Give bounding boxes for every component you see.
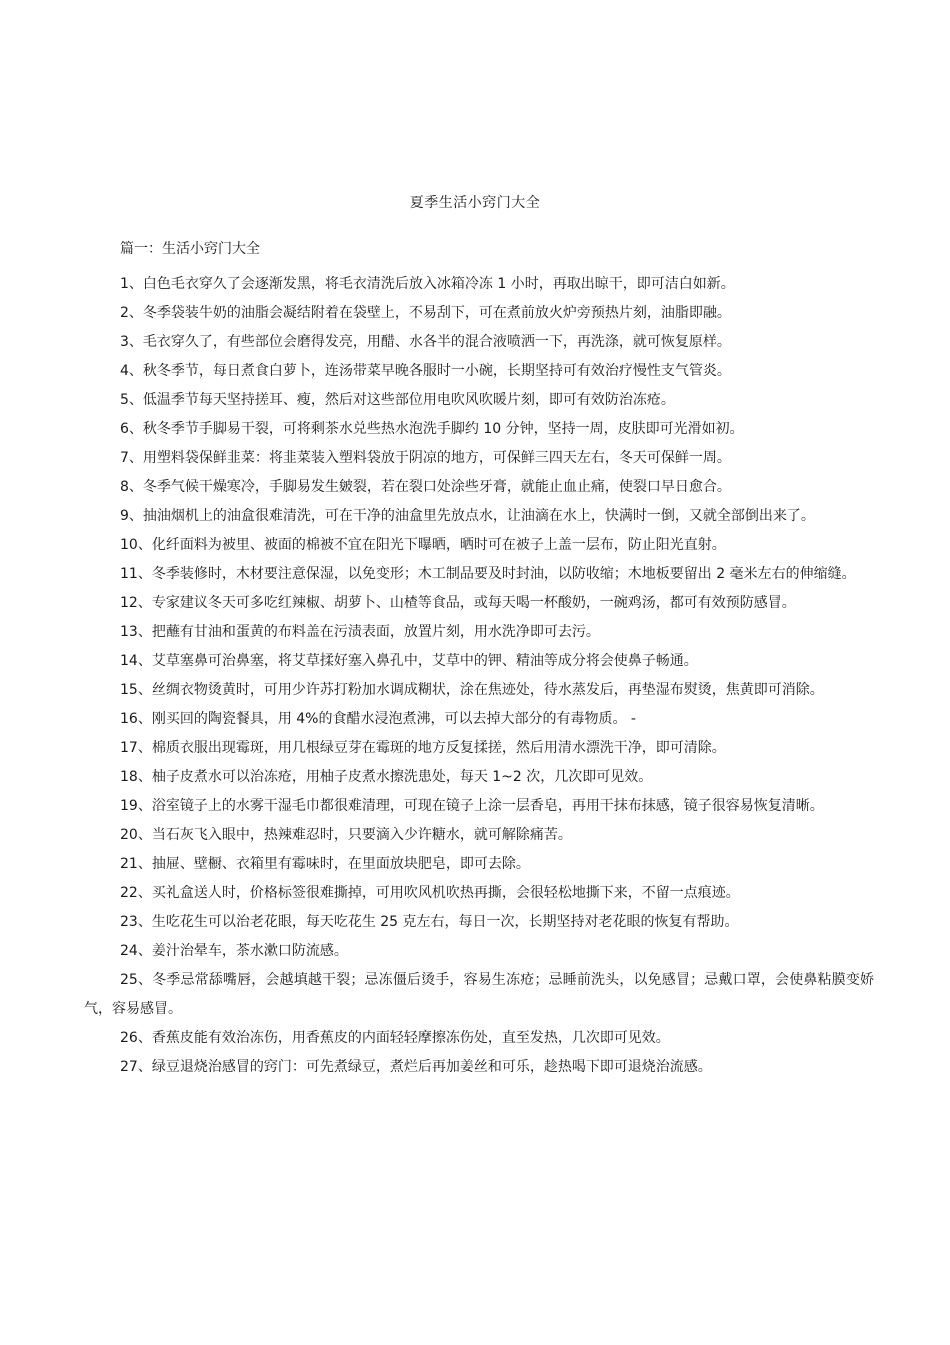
list-item: 16、刚买回的陶瓷餐具，用 4%的食醋水浸泡煮沸，可以去掉大部分的有毒物质。 - bbox=[120, 711, 636, 727]
list-item: 26、香蕉皮能有效治冻伤，用香蕉皮的内面轻轻摩擦冻伤处，直至发热，几次即可见效。 bbox=[120, 1030, 670, 1046]
list-item: 3、毛衣穿久了，有些部位会磨得发亮，用醋、水各半的混合液喷洒一下，再洗涤，就可恢复原样。 bbox=[120, 334, 731, 350]
document-title: 夏季生活小窍门大全 bbox=[409, 195, 541, 211]
list-item: 11、冬季装修时，木材要注意保湿，以免变形；木工制品要及时封油，以防收缩；木地板要留出 2 毫米左右的伸缩缝。 bbox=[120, 566, 856, 582]
list-item: 7、用塑料袋保鲜韭菜：将韭菜装入塑料袋放于阴凉的地方，可保鲜三四天左右，冬天可保鲜一周。 bbox=[120, 450, 731, 466]
list-item: 6、秋冬季节手脚易干裂，可将剩茶水兑些热水泡洗手脚约 10 分钟，坚持一周，皮肤即可光滑如初。 bbox=[120, 421, 744, 437]
list-item: 17、棉质衣服出现霉斑，用几根绿豆芽在霉斑的地方反复揉搓，然后用清水漂洗干净，即可清除。 bbox=[120, 740, 726, 756]
list-item: 19、浴室镜子上的水雾干湿毛巾都很难清理，可现在镜子上涂一层香皂，再用干抹布抹感，镜子很容易恢复清晰。 bbox=[120, 798, 824, 814]
list-item: 4、秋冬季节，每日煮食白萝卜，连汤带菜早晚各服时一小碗，长期坚持可有效治疗慢性支气管炎。 bbox=[120, 363, 731, 379]
list-item: 24、姜汁治晕车，茶水漱口防流感。 bbox=[120, 943, 348, 959]
list-item: 27、绿豆退烧治感冒的窍门：可先煮绿豆，煮烂后再加姜丝和可乐，趁热喝下即可退烧治流感。 bbox=[120, 1059, 712, 1075]
section-heading: 篇一：生活小窍门大全 bbox=[120, 241, 260, 257]
list-item: 13、把蘸有甘油和蛋黄的布料盖在污渍表面，放置片刻，用水洗净即可去污。 bbox=[120, 624, 600, 640]
tips-list bbox=[84, 270, 874, 1082]
list-item: 12、专家建议冬天可多吃红辣椒、胡萝卜、山楂等食品，或每天喝一杯酸奶，一碗鸡汤，都可有效预防感冒。 bbox=[120, 595, 796, 611]
list-item: 14、艾草塞鼻可治鼻塞，将艾草揉好塞入鼻孔中，艾草中的钾、精油等成分将会使鼻子畅通。 bbox=[120, 653, 698, 669]
list-item: 18、柚子皮煮水可以治冻疮，用柚子皮煮水擦洗患处，每天 1~2 次，几次即可见效。 bbox=[120, 769, 653, 785]
list-item: 9、抽油烟机上的油盒很难清洗，可在干净的油盒里先放点水，让油滴在水上，快满时一倒，又就全部倒出来了。 bbox=[120, 508, 815, 524]
list-item: 5、低温季节每天坚持搓耳、瘦，然后对这些部位用电吹风吹暖片刻，即可有效防治冻疮。 bbox=[120, 392, 675, 408]
list-item: 21、抽屉、壁橱、衣箱里有霉味时，在里面放块肥皂，即可去除。 bbox=[120, 856, 530, 872]
list-item: 15、丝绸衣物烫黄时，可用少许苏打粉加水调成糊状，涂在焦迹处，待水蒸发后，再垫湿布熨烫，焦黄即可消除。 bbox=[120, 682, 824, 698]
list-item: 25、冬季忌常舔嘴唇，会越填越干裂；忌冻僵后烫手，容易生冻疮；忌睡前洗头，以免感冒；忌戴口罩，会使鼻粘膜变娇气，容易感冒。 bbox=[84, 972, 874, 1017]
list-item: 2、冬季袋装牛奶的油脂会凝结附着在袋壁上，不易刮下，可在煮前放火炉旁预热片刻，油脂即融。 bbox=[120, 305, 731, 321]
list-item: 20、当石灰飞入眼中，热辣难忍时，只要滴入少许糖水，就可解除痛苦。 bbox=[120, 827, 572, 843]
list-item: 23、生吃花生可以治老花眼，每天吃花生 25 克左右，每日一次，长期坚持对老花眼的恢复有帮助。 bbox=[120, 914, 739, 930]
list-item: 22、买礼盒送人时，价格标签很难撕掉，可用吹风机吹热再撕，会很轻松地撕下来，不留一点痕迹。 bbox=[120, 885, 740, 901]
list-item: 10、化纤面料为被里、被面的棉被不宜在阳光下曝晒，晒时可在被子上盖一层布，防止阳光直射。 bbox=[120, 537, 726, 553]
list-item: 8、冬季气候干燥寒冷，手脚易发生皴裂，若在裂口处涂些牙膏，就能止血止痛，使裂口早日愈合。 bbox=[120, 479, 731, 495]
list-item: 1、白色毛衣穿久了会逐渐发黑，将毛衣清洗后放入冰箱冷冻 1 小时，再取出晾干，即可洁白如新。 bbox=[120, 276, 735, 292]
